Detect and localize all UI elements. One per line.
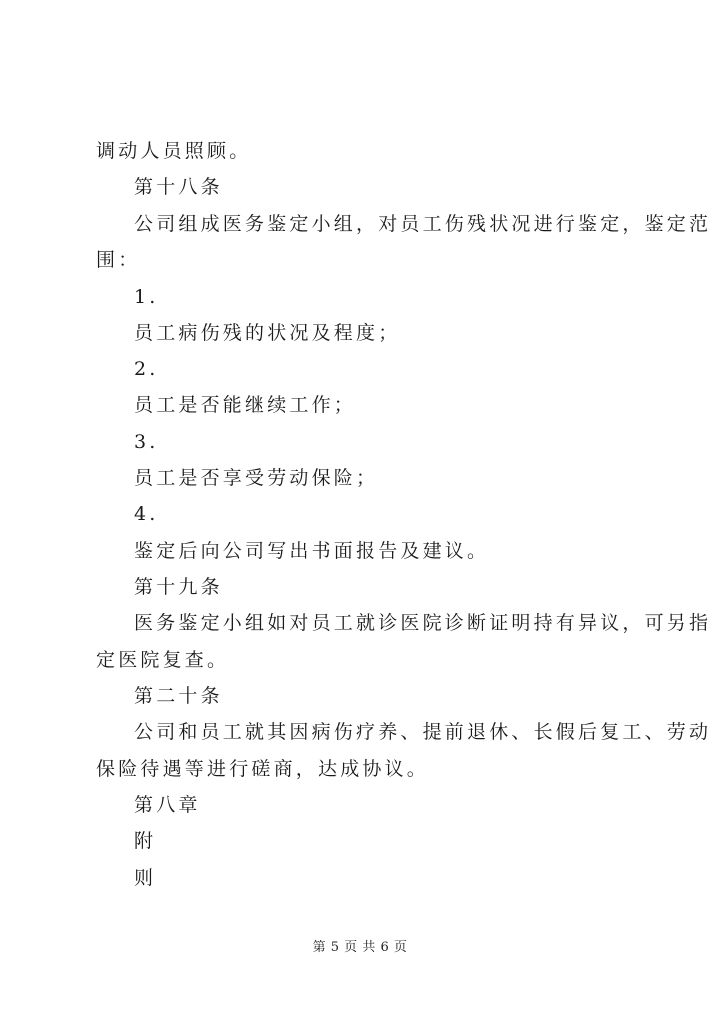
- article-heading-18: 第十八条: [134, 176, 223, 198]
- list-item-text: 员工病伤残的状况及程度；: [134, 322, 401, 344]
- page-footer: 第 5 页 共 6 页: [312, 940, 408, 955]
- paragraph-continuation: 调动人员照顾。: [96, 140, 252, 162]
- paragraph-line: 保险待遇等进行磋商，达成协议。: [96, 758, 430, 780]
- chapter-title-part: 附: [134, 830, 157, 852]
- chapter-title-part: 则: [134, 867, 157, 889]
- paragraph-line: 定医院复查。: [96, 649, 230, 671]
- list-number: 2.: [134, 358, 159, 380]
- article-heading-20: 第二十条: [134, 685, 223, 707]
- list-item-text: 员工是否享受劳动保险；: [134, 467, 379, 489]
- paragraph-line: 医务鉴定小组如对员工就诊医院诊断证明持有异议，可另指: [134, 612, 712, 634]
- article-heading-19: 第十九条: [134, 576, 223, 598]
- paragraph-line: 公司和员工就其因病伤疗养、提前退休、长假后复工、劳动: [134, 721, 712, 743]
- chapter-heading: 第八章: [134, 794, 201, 816]
- paragraph-line: 围：: [96, 249, 141, 271]
- list-number: 4.: [134, 503, 159, 525]
- paragraph-line: 公司组成医务鉴定小组，对员工伤残状况进行鉴定，鉴定范: [134, 213, 712, 235]
- list-number: 1.: [134, 286, 159, 308]
- list-number: 3.: [134, 431, 159, 453]
- list-item-text: 员工是否能继续工作；: [134, 394, 357, 416]
- list-item-text: 鉴定后向公司写出书面报告及建议。: [134, 540, 490, 562]
